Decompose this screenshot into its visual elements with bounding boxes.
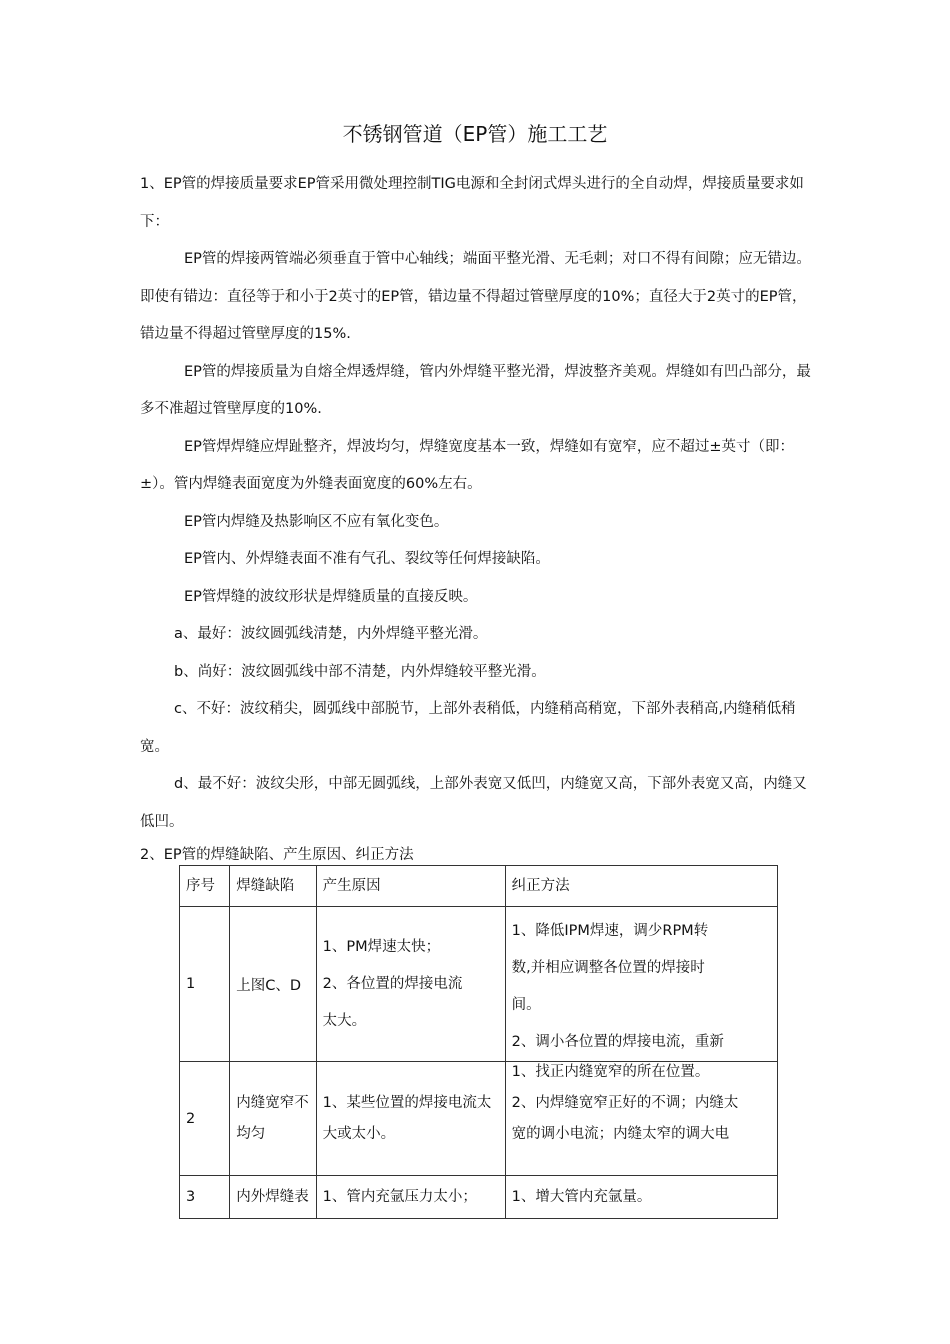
paragraph-weld-width: EP管焊焊缝应焊趾整齐，焊波均匀，焊缝宽度基本一致，焊缝如有宽窄，应不超过±英寸（即：±）。管内焊缝表面宽度为外缝表面宽度的60%左右。 [140,438,795,492]
cell-fix: 1、增大管内充氩量。 [505,1176,777,1219]
header-cell-cause: 产生原因 [316,866,505,907]
fix-line: 2、调小各位置的焊接电流，重新 [511,1034,724,1050]
weld-defects-table [179,865,778,1219]
table-row [180,1176,778,1219]
header-cell-defect: 焊缝缺陷 [230,866,316,907]
cell-cause [316,1062,505,1176]
cause-line: 1、某些位置的焊接电流太 [322,1094,492,1111]
fix-line: 1、找正内缝宽窄的所在位置。 [511,1064,710,1080]
cell-cause: 1、管内充氩压力太小； [316,1176,505,1219]
cell-no: 2 [180,1062,230,1176]
cause-line: 大或太小。 [322,1125,396,1142]
fix-line: 2、内焊缝宽窄正好的不调；内缝太 [511,1095,739,1111]
paragraph-quality-requirements: 1、EP管的焊接质量要求EP管采用微处理控制TIG电源和全封闭式焊头进行的全自动焊，焊接质量要求如下： [140,176,804,230]
cell-defect: 内外焊缝表 [230,1176,316,1219]
list-item-best: a、最好：波纹圆弧线清楚，内外焊缝平整光滑。 [174,626,488,642]
fix-line: 宽的调小电流；内缝太窄的调大电 [511,1126,730,1142]
cell-defect [230,1062,316,1176]
cell-no: 1 [180,907,230,1062]
paragraph-oxidation: EP管内焊缝及热影响区不应有氧化变色。 [184,513,449,530]
cause-line: 1、PM焊速太快； [322,938,441,955]
header-cell-fix: 纠正方法 [505,866,777,907]
table-caption: 2、EP管的焊缝缺陷、产生原因、纠正方法 [140,847,414,863]
paragraph-pipe-ends: EP管的焊接两管端必须垂直于管中心轴线；端面平整光滑、无毛刺；对口不得有间隙；应无错边。即使有错边：直径等于和小于2英寸的EP管，错边量不得超过管壁厚度的10%；直径大于2英寸的EP管，错边量不得超过管壁厚度的15%. [140,251,811,342]
list-item-poor: c、不好：波纹稍尖，圆弧线中部脱节，上部外表稍低，内缝稍高稍宽，下部外表稍高,内缝稍低稍宽。 [140,701,796,755]
list-item-worst: d、最不好：波纹尖形，中部无圆弧线，上部外表宽又低凹，内缝宽又高，下部外表宽又高，内缝又低凹。 [140,776,807,830]
cause-line: 2、各位置的焊接电流 [322,975,463,992]
list-item-good: b、尚好：波纹圆弧线中部不清楚，内外焊缝较平整光滑。 [174,663,546,680]
cell-fix [505,1062,777,1176]
document-title: 不锈钢管道（EP管）施工工艺 [342,122,608,146]
cell-defect: 上图C、D [230,907,316,1062]
document-body [140,166,815,841]
cell-no: 3 [180,1176,230,1219]
defect-line: 均匀 [236,1125,266,1142]
fix-line: 1、降低IPM焊速，调少RPM转 [511,923,709,939]
cell-cause [316,907,505,1062]
defect-line: 内缝宽窄不 [236,1094,309,1111]
fix-line: 间。 [511,997,541,1013]
paragraph-weld-quality: EP管的焊接质量为自熔全焊透焊缝，管内外焊缝平整光滑，焊波整齐美观。焊缝如有凹凸部分，最多不准超过管壁厚度的10%. [140,363,811,417]
table-header-row [180,866,778,907]
header-cell-no: 序号 [180,866,230,907]
fix-line: 数,并相应调整各位置的焊接时 [511,960,705,976]
cell-fix [505,907,777,1062]
table-row [180,907,778,1062]
table-row [180,1062,778,1176]
paragraph-ripple-shape: EP管焊缝的波纹形状是焊缝质量的直接反映。 [184,588,478,605]
cause-line: 太大。 [322,1012,367,1029]
paragraph-defects: EP管内、外焊缝表面不准有气孔、裂纹等任何焊接缺陷。 [184,551,550,567]
